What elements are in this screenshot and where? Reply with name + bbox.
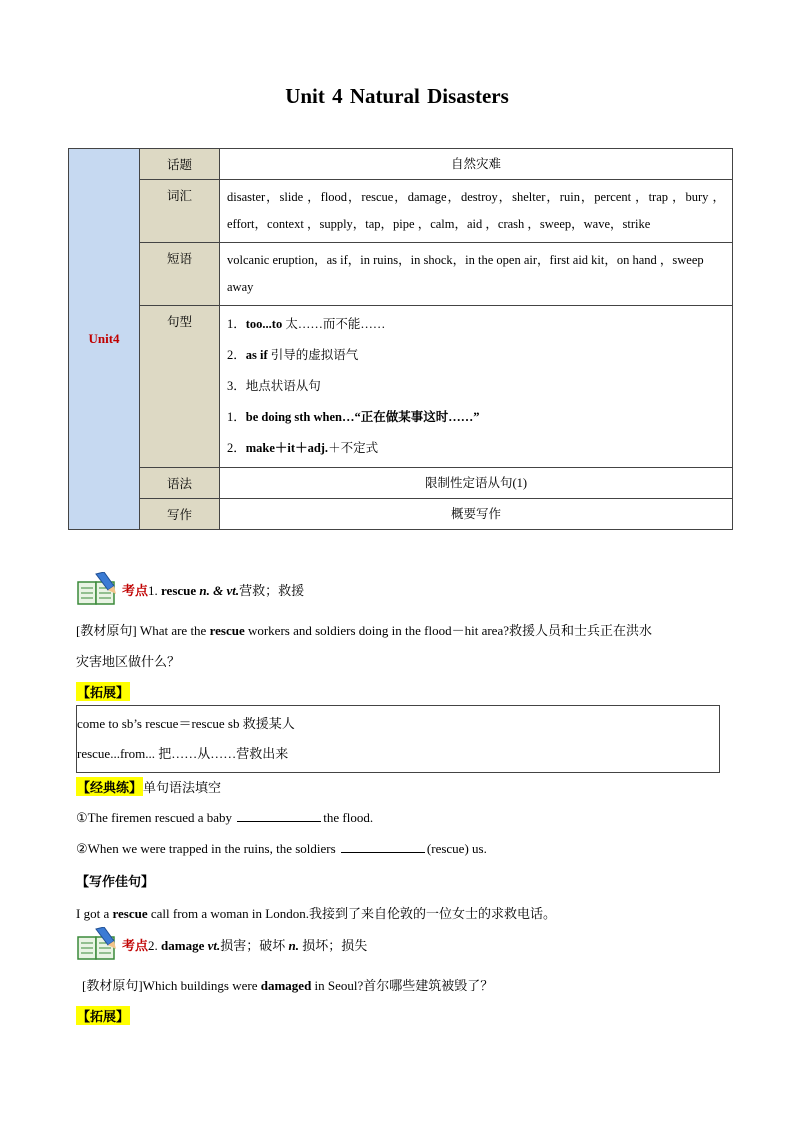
row-content-topic: 自然灾难	[220, 149, 733, 180]
kp1-original-sentence: [教材原句] What are the rescue workers and soldiers doing in the flood－hit area?救援人员和士兵正在洪水	[76, 623, 652, 638]
row-label-vocab: 词汇	[140, 180, 220, 243]
row-label-grammar: 语法	[140, 468, 220, 499]
row-label-phrases: 短语	[140, 243, 220, 306]
row-label-writing: 写作	[140, 499, 220, 530]
kp1-writing-tag: 【写作佳句】	[76, 874, 155, 889]
sentence-item: 1．be doing sth when…“正在做某事这时……”	[227, 410, 480, 424]
kp2-original-sentence: [教材原句]Which buildings were damaged in Seoul?首尔哪些建筑被毁了？	[82, 978, 494, 993]
page-title: Unit 4 Natural Disasters	[285, 84, 509, 108]
sentence-item: 1．too...to 太……而不能……	[227, 317, 386, 331]
kp1-question-1: ①The firemen rescued a baby the flood.	[76, 810, 374, 825]
sentence-item: 2．as if 引导的虚拟语气	[227, 348, 359, 362]
kp1-practice-heading: 【经典练】单句语法填空	[76, 777, 221, 796]
row-label-topic: 话题	[140, 149, 220, 180]
kp2-title: 考点2. damage vt.损害；破坏 n. 损坏；损失	[122, 937, 368, 953]
kp1-title: 考点1. rescue n. & vt.营救；救援	[122, 582, 305, 598]
row-label-sentences: 句型	[140, 306, 220, 468]
kp1-writing-sentence: I got a rescue call from a woman in London.我接到了来自伦敦的一位女士的求救电话。	[76, 906, 556, 921]
book-pen-icon	[76, 572, 120, 606]
kp1-heading	[76, 572, 736, 606]
kp2-heading	[76, 927, 736, 961]
unit-overview-table	[68, 148, 733, 530]
book-pen-icon	[76, 927, 120, 961]
expand-item: rescue...from... 把……从……营救出来	[77, 746, 289, 761]
sentence-item: 2．make＋it＋adj.＋不定式	[227, 441, 379, 455]
answer-blank[interactable]	[341, 840, 425, 853]
row-content-writing: 概要写作	[220, 499, 733, 530]
row-content-vocab: disaster，slide ，flood，rescue，damage，destroy，shelter，ruin，percent ，trap ，bury ，effort，context ，supply，tap，pipe ，calm，aid ，crash ，sweep，wave，strike	[220, 180, 733, 243]
kp1-original-sentence-line2: 灾害地区做什么？	[76, 654, 181, 669]
kp1-expand-tag: 【拓展】	[76, 682, 130, 701]
row-content-sentences	[220, 306, 733, 468]
row-content-grammar: 限制性定语从句(1)	[220, 468, 733, 499]
answer-blank[interactable]	[237, 809, 321, 822]
row-content-phrases: volcanic eruption，as if，in ruins，in shock，in the open air，first aid kit，on hand ，sweep away	[220, 243, 733, 306]
unit-label: Unit4	[69, 149, 140, 530]
sentence-item: 3．地点状语从句	[227, 379, 321, 393]
kp1-question-2: ②When we were trapped in the ruins, the soldiers (rescue) us.	[76, 841, 487, 856]
kp1-expand-box	[76, 705, 720, 773]
kp2-expand-tag: 【拓展】	[76, 1006, 130, 1025]
expand-item: come to sb’s rescue＝rescue sb 救援某人	[77, 716, 295, 731]
